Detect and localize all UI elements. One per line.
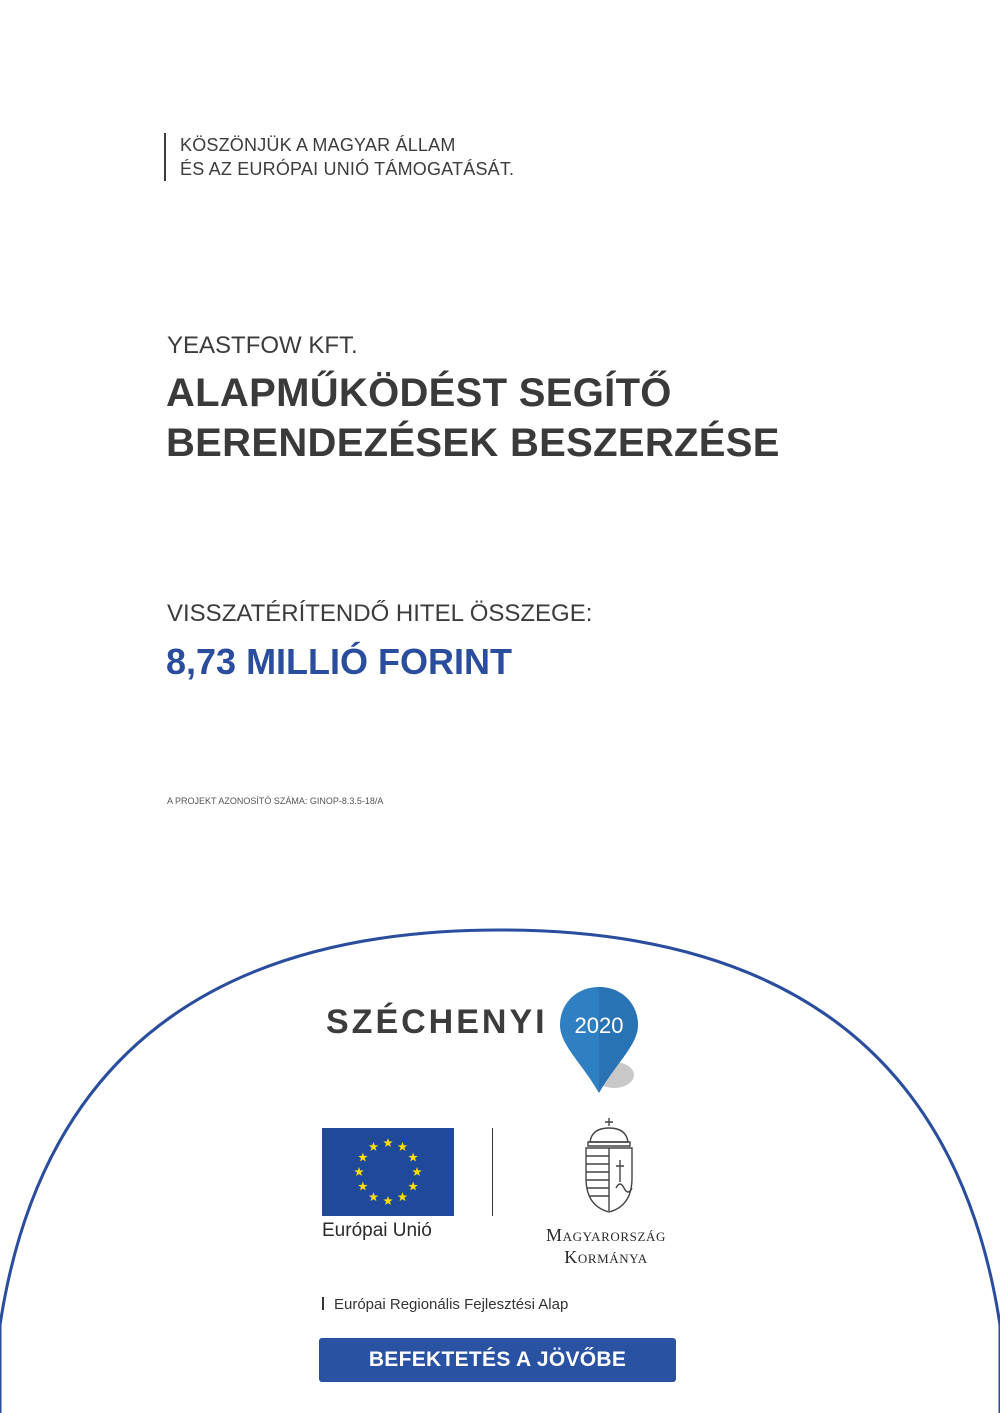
government-label-line-1: Magyarország: [546, 1225, 666, 1245]
government-label-line-2: Kormánya: [564, 1247, 648, 1267]
slogan-banner: BEFEKTETÉS A JÖVŐBE: [319, 1338, 676, 1382]
location-pin-icon: [556, 985, 642, 1097]
logo-divider: [492, 1128, 493, 1216]
szechenyi-logo-text: SZÉCHENYI: [326, 1003, 548, 1041]
thanks-line-1: KÖSZÖNJÜK A MAGYAR ÁLLAM: [180, 135, 456, 155]
fund-name: [322, 1295, 568, 1315]
loan-amount: 8,73 MILLIÓ FORINT: [166, 641, 513, 682]
fund-name-text: Európai Regionális Fejlesztési Alap: [334, 1296, 569, 1313]
project-title-line-1: ALAPMŰKÖDÉST SEGÍTŐ: [166, 371, 672, 415]
loan-label: VISSZATÉRÍTENDŐ HITEL ÖSSZEGE:: [167, 600, 593, 627]
project-title-line-2: BERENDEZÉSEK BESZERZÉSE: [166, 421, 780, 465]
szechenyi-year: 2020: [574, 1013, 624, 1038]
company-name: YEASTFOW KFT.: [167, 332, 358, 359]
fund-bar: [322, 1297, 324, 1310]
eu-label: Európai Unió: [322, 1220, 432, 1241]
eu-flag-icon: [322, 1128, 454, 1216]
coat-of-arms-icon: [578, 1116, 640, 1214]
government-label: [520, 1224, 692, 1268]
thanks-line-2: ÉS AZ EURÓPAI UNIÓ TÁMOGATÁSÁT.: [180, 159, 515, 179]
project-id: A PROJEKT AZONOSÍTÓ SZÁMA: GINOP-8.3.5-18/A: [167, 796, 384, 806]
